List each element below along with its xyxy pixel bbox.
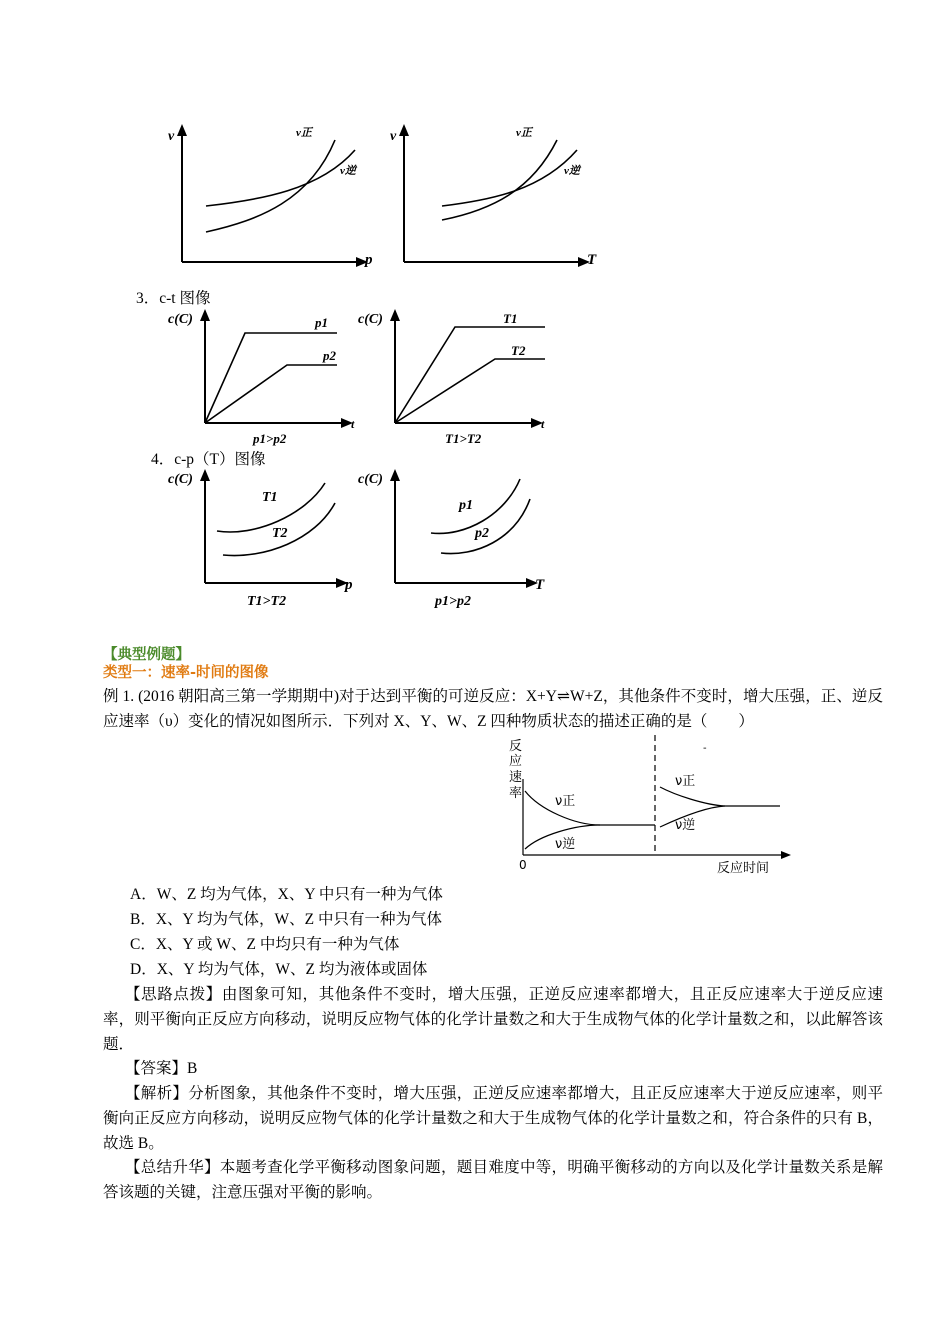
- origin-label: 0: [519, 858, 527, 872]
- option-c: C．X、Y 或 W、Z 中均只有一种为气体: [130, 936, 400, 953]
- graph-v-p: [160, 120, 380, 270]
- option-b: B．X、Y 均为气体，W、Z 中只有一种为气体: [130, 911, 442, 928]
- caption: p1>p2: [253, 431, 287, 446]
- lower-curve-label: p2: [475, 526, 489, 541]
- examples-heading: 【典型例题】: [103, 647, 190, 663]
- y-axis-label-char-3: 速: [509, 770, 523, 785]
- y-axis-label-char-1: 反: [509, 739, 523, 754]
- y-label: c(C): [168, 312, 193, 327]
- x-label: p: [365, 252, 373, 268]
- caption: T1>T2: [247, 594, 287, 609]
- y-label: c(C): [168, 472, 193, 487]
- analysis-paragraph: 【解析】分析图象，其他条件不变时，增大压强，正逆反应速率都增大，且正反应速率大于逆反应速率，则平衡向正反应方向移动，说明反应物气体的化学计量数之和大于生成物气体的化学计量数之和，符合条件的只有 B，故选 B。: [103, 1085, 883, 1152]
- caption: T1>T2: [445, 431, 482, 446]
- forward-rate-label: ν正: [555, 794, 576, 809]
- answer: 【答案】B: [125, 1060, 198, 1077]
- x-label: t: [351, 417, 355, 431]
- graph-c-temperature: [355, 465, 555, 615]
- reverse-rate-label-2: ν逆: [675, 818, 696, 833]
- caption: p1>p2: [435, 594, 471, 609]
- x-label: T: [587, 252, 597, 268]
- y-axis-label-char-4: 率: [509, 786, 523, 801]
- lower-curve-label: p2: [323, 348, 336, 363]
- y-axis-label-char-2: 应: [509, 754, 523, 769]
- y-label: c(C): [358, 312, 383, 327]
- section4-heading: 4．c-p（T）图像: [151, 451, 266, 468]
- upper-curve-label: T1: [262, 490, 278, 505]
- forward-rate-label-2: ν正: [675, 774, 696, 789]
- y-label: v: [390, 129, 397, 144]
- x-axis-label: 反应时间: [717, 861, 770, 875]
- y-label: c(C): [358, 472, 383, 487]
- graph-v-t: [382, 120, 612, 270]
- graph-c-t-temperature: [355, 305, 555, 450]
- upper-curve-label: p1: [315, 315, 328, 330]
- example-question: 例 1. (2016 朝阳高三第一学期期中)对于达到平衡的可逆反应：X+Y⇌W+Z，其他条件不变时，增大压强，正、逆反应速率（υ）变化的情况如图所示．下列对 X、Y、W、Z 四种物质状态的描述正确的是（ ）: [103, 688, 883, 730]
- option-a: A．W、Z 均为气体，X、Y 中只有一种为气体: [130, 886, 443, 903]
- section3-heading: 3．c-t 图像: [136, 290, 211, 307]
- x-label: t: [541, 417, 545, 431]
- x-label: T: [535, 577, 545, 593]
- reverse-rate-label: ν逆: [555, 837, 576, 852]
- rate-time-figure: [495, 735, 795, 875]
- curve-label-forward: v正: [516, 127, 532, 139]
- upper-curve-label: T1: [503, 311, 518, 326]
- option-d: D．X、Y 均为气体，W、Z 均为液体或固体: [130, 961, 428, 978]
- upper-curve-label: p1: [459, 498, 473, 513]
- stray-mark: -: [703, 743, 707, 754]
- curve-label-forward: v正: [296, 127, 312, 139]
- lower-curve-label: T2: [272, 526, 288, 541]
- curve-label-reverse: v逆: [564, 165, 580, 177]
- lower-curve-label: T2: [511, 343, 526, 358]
- graph-c-p: [165, 465, 365, 615]
- x-label: p: [345, 577, 353, 593]
- curve-label-reverse: v逆: [340, 165, 356, 177]
- summary-paragraph: 【总结升华】本题考查化学平衡移动图象问题，题目难度中等，明确平衡移动的方向以及化学计量数关系是解答该题的关键，注意压强对平衡的影响。: [103, 1159, 883, 1201]
- graph-c-t-pressure: [165, 305, 365, 450]
- type-heading: 类型一：速率-时间的图像: [103, 665, 269, 681]
- hint-paragraph: 【思路点拨】由图象可知，其他条件不变时，增大压强，正逆反应速率都增大，且正反应速率大于逆反应速率，则平衡向正反应方向移动，说明反应物气体的化学计量数之和大于生成物气体的化学计量数之和，以此解答该题．: [103, 986, 883, 1053]
- y-label: v: [168, 129, 175, 144]
